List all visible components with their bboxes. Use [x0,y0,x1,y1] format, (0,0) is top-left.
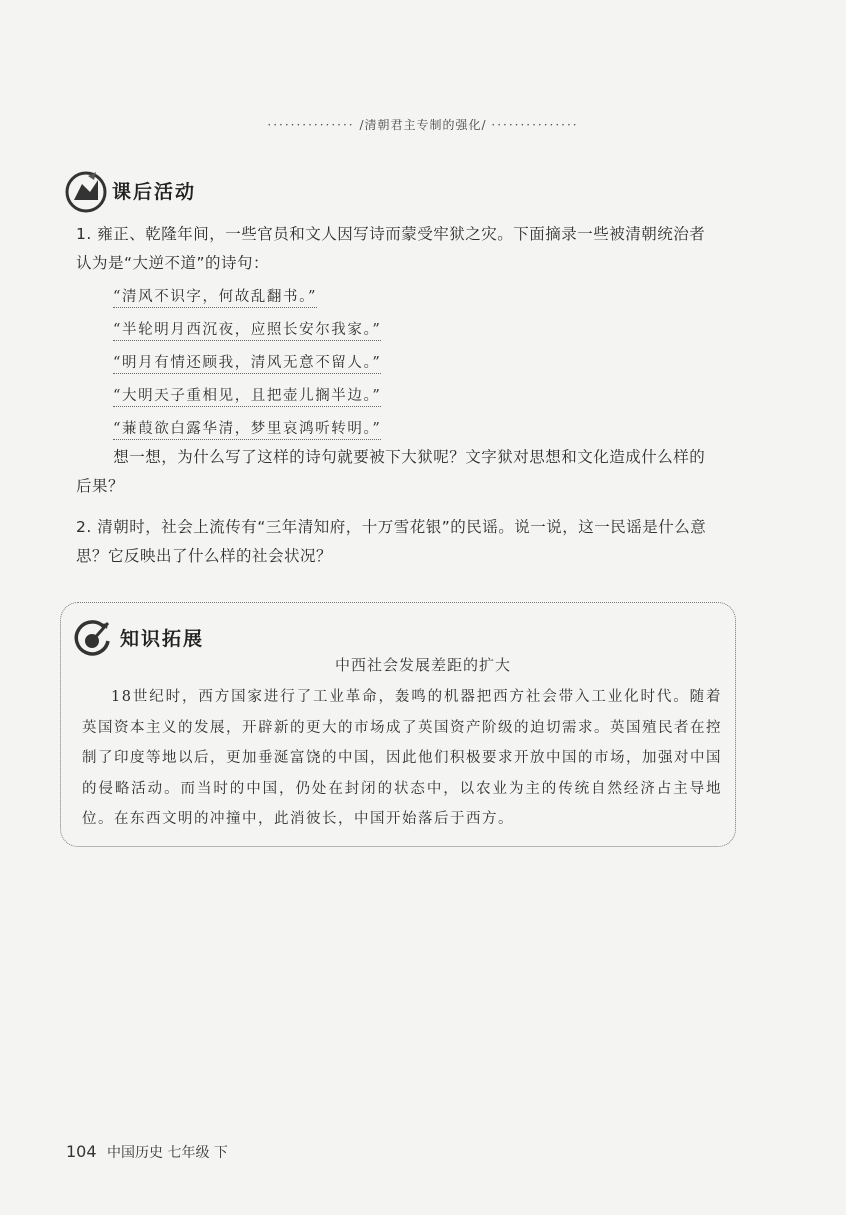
activity-title: 课后活动 [112,180,197,203]
poem-line-4: “大明天子重相见，且把壶儿搁半边。” [113,384,381,407]
knowledge-heading [72,617,204,657]
poem-line-2: “半轮明月西沉夜，应照长安尔我家。” [113,318,381,341]
page-footer [66,1142,228,1162]
knowledge-title: 知识拓展 [120,627,205,650]
book-title: 中国历史 七年级 下 [107,1145,228,1161]
poem-line-1: “清风不识字，何故乱翻书。” [113,285,317,308]
knowledge-body: 18世纪时，西方国家进行了工业革命，轰鸣的机器把西方社会带入工业化时代。随着英国资本主义的发展，开辟新的更大的市场成了英国资产阶级的迫切需求。英国殖民者在控制了印度等地以后，更加垂涎富饶的中国，因此他们积极要求开放中国的市场，加强对中国的侵略活动。而当时的中国，仍处在封闭的状态中，以农业为主的传统自然经济占主导地位。在东西文明的冲撞中，此消彼长，中国开始落后于西方。 [82,689,722,827]
poem-line-5: “蒹葭欲白露华清，梦里哀鸿听转明。” [113,417,381,440]
running-header [0,116,846,133]
question-1-intro: 1. 雍正、乾隆年间，一些官员和文人因写诗而蒙受牢狱之灾。下面摘录一些被清朝统治者认为是“大逆不道”的诗句： [76,225,706,272]
header-dots-left: ··············· [267,118,355,132]
header-dots-right: ··············· [491,118,579,132]
question-2: 2. 清朝时，社会上流传有“三年清知府，十万雪花银”的民谣。说一说，这一民谣是什么意思？它反映出了什么样的社会状况？ [76,518,707,565]
page-number: 104 [66,1142,97,1161]
header-title: /清朝君主专制的强化/ [359,118,487,132]
question-1-prompt: 想一想，为什么写了这样的诗句就要被下大狱呢？文字狱对思想和文化造成什么样的后果？ [76,448,706,495]
activity-icon [64,170,104,210]
knowledge-subtitle: 中西社会发展差距的扩大 [334,656,511,674]
knowledge-icon [72,617,112,657]
activity-heading [64,170,196,210]
poem-line-3: “明月有情还顾我，清风无意不留人。” [113,351,381,374]
